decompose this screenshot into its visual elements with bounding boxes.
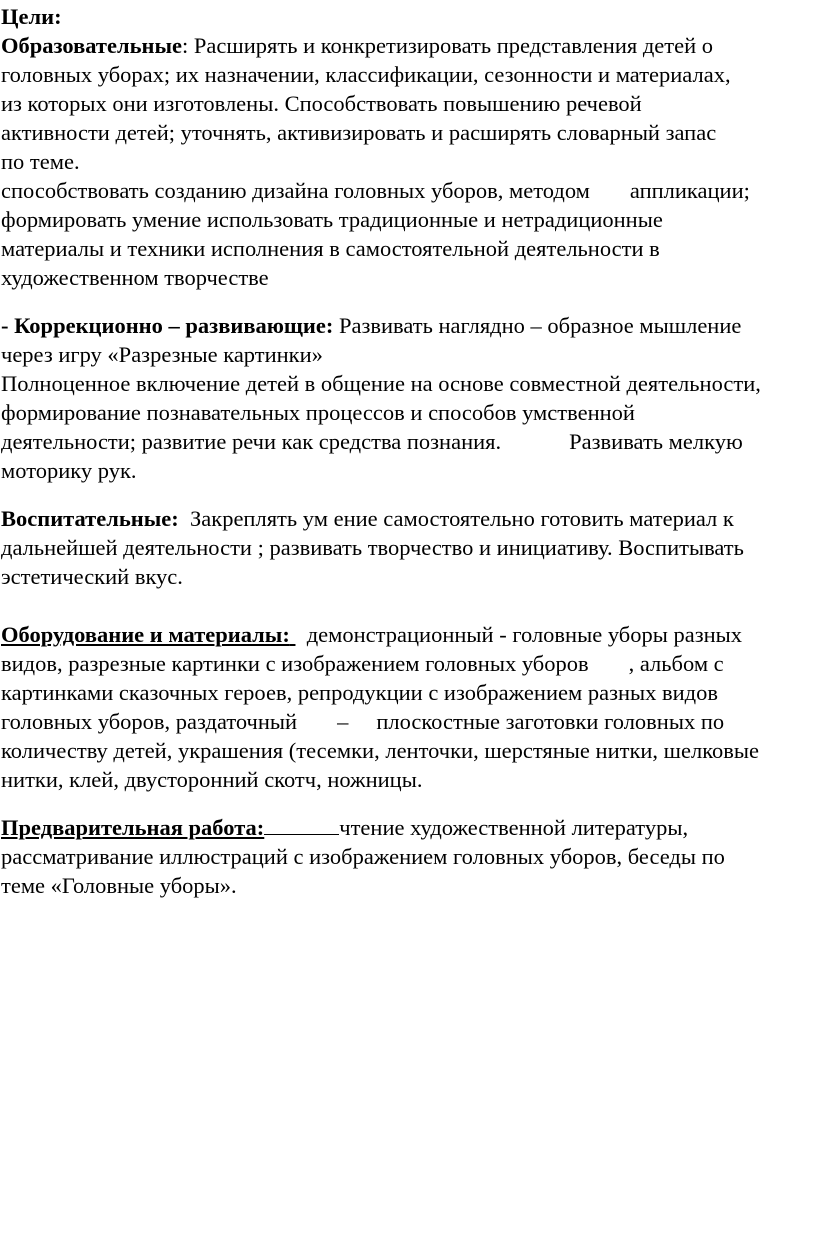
- correctional-line-1: [1, 311, 816, 340]
- educational-section: [1, 31, 816, 292]
- equipment-line-2: [1, 649, 816, 678]
- preliminary-text-2: рассматривание иллюстраций с изображением головных уборов, беседы по: [1, 844, 725, 869]
- equipment-text-4a: головных уборов, раздаточный: [1, 709, 298, 734]
- educational-text-6b: аппликации;: [629, 178, 750, 203]
- correctional-line-5: [1, 427, 816, 456]
- preliminary-line-1: [1, 813, 816, 842]
- upbringing-text-1: Закреплять ум ение самостоятельно готовить материал к: [190, 506, 734, 531]
- correctional-section: [1, 311, 816, 485]
- correctional-text-1: Развивать наглядно – образное мышление: [338, 313, 742, 338]
- preliminary-section: [1, 813, 816, 900]
- equipment-line-4: [1, 707, 816, 736]
- equipment-text-2b: , альбом с: [628, 651, 724, 676]
- correctional-text-6: моторику рук.: [1, 458, 137, 483]
- educational-text-4: активности детей; уточнять, активизировать и расширять словарный запас: [1, 120, 717, 145]
- goals-section-title: [1, 2, 816, 31]
- preliminary-text-3: теме «Головные уборы».: [1, 873, 237, 898]
- educational-line-1: [1, 31, 816, 60]
- educational-text-6a: способствовать созданию дизайна головных уборов, методом: [1, 178, 590, 203]
- preliminary-underline-gap: [264, 814, 339, 835]
- equipment-text-1: демонстрационный - головные уборы разных: [306, 622, 742, 647]
- educational-text-5: по теме.: [1, 149, 80, 174]
- equipment-text-4b: плоскостные заготовки головных по: [376, 709, 725, 734]
- preliminary-heading: Предварительная работа:: [1, 815, 265, 840]
- correctional-text-4: формирование познавательных процессов и способов умственной: [1, 400, 635, 425]
- correctional-text-2: через игру «Разрезные картинки»: [1, 342, 323, 367]
- equipment-text-3: картинками сказочных героев, репродукции с изображением разных видов: [1, 680, 718, 705]
- educational-text-1: Расширять и конкретизировать представления детей о: [193, 33, 714, 58]
- equipment-text-5: количеству детей, украшения (тесемки, ленточки, шерстяные нитки, шелковые: [1, 738, 759, 763]
- correctional-heading: - Коррекционно – развивающие:: [1, 313, 334, 338]
- equipment-text-2a: видов, разрезные картинки с изображением головных уборов: [1, 651, 589, 676]
- correctional-text-5b: Развивать мелкую: [569, 429, 743, 454]
- upbringing-text-2: дальнейшей деятельности ; развивать творчество и инициативу. Воспитывать: [1, 535, 744, 560]
- upbringing-section: [1, 504, 816, 591]
- equipment-section: [1, 620, 816, 794]
- educational-text-9: художественном творчестве: [1, 265, 269, 290]
- educational-line-6: [1, 176, 816, 205]
- equipment-text-6: нитки, клей, двусторонний скотч, ножницы.: [1, 767, 423, 792]
- equipment-dash: –: [337, 709, 349, 734]
- equipment-heading: Оборудование и материалы:: [1, 622, 290, 647]
- educational-text-2: головных уборах; их назначении, классификации, сезонности и материалах,: [1, 62, 731, 87]
- educational-heading: Образовательные: [1, 33, 183, 58]
- educational-text-8: материалы и техники исполнения в самостоятельной деятельности в: [1, 236, 660, 261]
- preliminary-text-1: чтение художественной литературы,: [339, 815, 689, 840]
- equipment-line-1: [1, 620, 816, 649]
- educational-colon: :: [182, 33, 189, 58]
- educational-text-7: формировать умение использовать традиционные и нетрадиционные: [1, 207, 663, 232]
- correctional-text-5a: деятельности; развитие речи как средства познания.: [1, 429, 502, 454]
- upbringing-line-1: [1, 504, 816, 533]
- correctional-text-3: Полноценное включение детей в общение на основе совместной деятельности,: [1, 371, 761, 396]
- educational-text-3: из которых они изготовлены. Способствовать повышению речевой: [1, 91, 642, 116]
- goals-title: Цели:: [1, 4, 62, 29]
- upbringing-heading: Воспитательные:: [1, 506, 179, 531]
- upbringing-text-3: эстетический вкус.: [1, 564, 183, 589]
